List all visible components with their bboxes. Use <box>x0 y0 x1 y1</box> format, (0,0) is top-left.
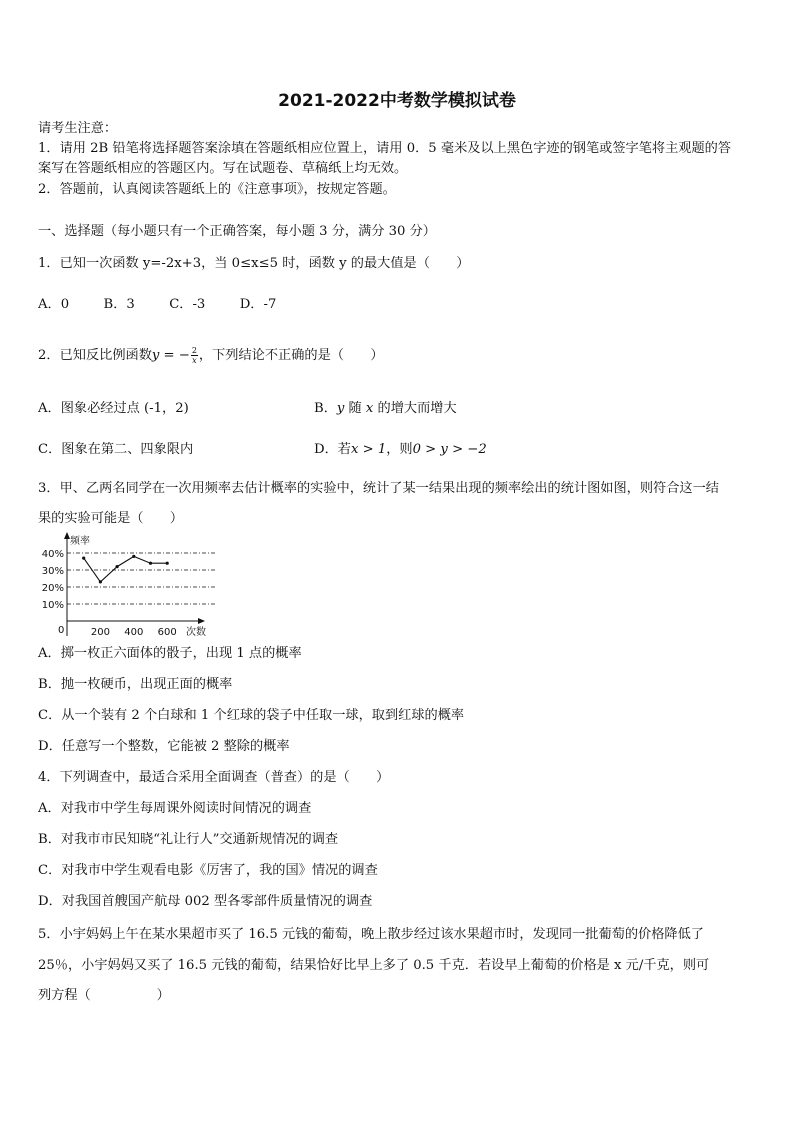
question-1-option-b: B．3 <box>103 297 135 312</box>
notice-heading: 请考生注意： <box>38 121 118 136</box>
option-d-label: D．若 <box>314 442 351 457</box>
x-axis-arrow <box>198 618 205 624</box>
data-point-3 <box>132 555 135 558</box>
frequency-series-line <box>84 556 168 582</box>
question-4-option-b: B．对我市市民知晓“礼让行人”交通新规情况的调查 <box>38 832 339 847</box>
x-tick-label-0: 200 <box>90 627 110 638</box>
question-1-option-c: C．-3 <box>169 297 206 312</box>
option-b-var-y: y <box>336 401 345 416</box>
frequency-series-points <box>82 555 169 584</box>
option-b-text-2: 的增大而增大 <box>373 401 457 416</box>
y-tick-labels <box>42 549 64 611</box>
notice-item-1-line-2: 案写在答题纸相应的答题区内。写在试题卷、草稿纸上均无效。 <box>38 161 408 176</box>
chart-grid <box>67 553 217 604</box>
origin-label: 0 <box>58 625 65 636</box>
option-b-var-x: x <box>365 401 374 416</box>
question-4-stem: 4．下列调查中，最适合采用全面调查（普查）的是（ ） <box>38 770 390 785</box>
option-d-cond: > 1 <box>358 442 387 457</box>
question-1-options <box>38 296 276 314</box>
question-5-line-2: 25％，小宇妈妈又买了 16.5 元钱的葡萄，结果恰好比早上多了 0.5 千克．若设早上葡萄的价格是 x 元/千克，则可 <box>38 958 710 973</box>
data-point-4 <box>149 562 152 565</box>
data-point-5 <box>166 562 169 565</box>
option-d-result-2: > −2 <box>447 442 487 457</box>
data-point-2 <box>116 565 119 568</box>
data-point-1 <box>99 580 102 583</box>
question-2-stem <box>38 346 384 365</box>
question-5-line-3: 列方程（ ） <box>38 988 170 1003</box>
question-4-option-c: C．对我市中学生观看电影《厉害了，我的国》情况的调查 <box>38 863 378 878</box>
question-3-stem-line-1: 3．甲、乙两名同学在一次用频率去估计概率的实验中，统计了某一结果出现的频率绘出的统计图如图，则符合这一结 <box>38 481 719 496</box>
question-2-fraction <box>191 346 198 365</box>
question-3-stem-line-2: 果的实验可能是（ ） <box>38 511 184 526</box>
question-2-option-a: A．图象必经过点 (-1，2) <box>38 401 189 416</box>
fraction-denominator: 𝑥 <box>192 356 197 365</box>
notice-item-1-line-1: 1．请用 2B 铅笔将选择题答案涂填在答题纸相应位置上，请用 0．5 毫米及以上黑色字迹的钢笔或签字笔将主观题的答 <box>38 141 732 156</box>
question-1-option-d: D．-7 <box>239 297 277 312</box>
question-2-option-c: C．图象在第二、四象限内 <box>38 442 194 457</box>
option-d-var-x: 𝑥 <box>350 442 359 457</box>
question-4-option-d: D．对我国首艘国产航母 002 型各零部件质量情况的调查 <box>38 894 373 909</box>
x-axis-label: 次数 <box>186 627 206 638</box>
question-3-option-d: D．任意写一个整数，它能被 2 整除的概率 <box>38 739 290 754</box>
data-point-0 <box>82 557 85 560</box>
y-tick-label-1: 20% <box>41 583 64 594</box>
option-d-then: ，则 <box>386 442 413 457</box>
question-5-line-1: 5．小宇妈妈上午在某水果超市买了 16.5 元钱的葡萄，晚上散步经过该水果超市时，发现同一批葡萄的价格降低了 <box>38 927 704 942</box>
y-tick-label-3: 40% <box>41 549 64 560</box>
question-3-option-c: C．从一个装有 2 个白球和 1 个红球的袋子中任取一球，取到红球的概率 <box>38 708 465 723</box>
y-tick-label-2: 30% <box>41 566 64 577</box>
question-1-stem: 1．已知一次函数 y=-2x+3，当 0≤x≤5 时，函数 y 的最大值是（ ） <box>38 256 470 271</box>
option-b-text-1: 随 <box>344 401 366 416</box>
x-tick-label-1: 400 <box>124 627 144 638</box>
question-2-stem-text: 2．已知反比例函数 <box>38 348 152 363</box>
question-2-option-d <box>314 441 487 459</box>
question-3-option-b: B．抛一枚硬币，出现正面的概率 <box>38 677 233 692</box>
question-4-option-a: A．对我市中学生每周课外阅读时间情况的调查 <box>38 801 312 816</box>
option-d-var-y: 𝑦 <box>440 442 448 457</box>
question-2-stem-tail: ，下列结论不正确的是（ ） <box>198 348 384 363</box>
section-heading-choice: 一、选择题（每小题只有一个正确答案，每小题 3 分，满分 30 分） <box>38 224 436 239</box>
notice-item-2: 2．答题前，认真阅读答题纸上的《注意事项》，按规定答题。 <box>38 182 396 197</box>
x-tick-label-2: 600 <box>157 627 177 638</box>
fraction-numerator: 2 <box>191 346 197 355</box>
question-3-option-a: A．掷一枚正六面体的骰子，出现 1 点的概率 <box>38 646 302 661</box>
y-tick-label-0: 10% <box>41 600 64 611</box>
option-b-label: B． <box>314 401 337 416</box>
question-1-option-a: A．0 <box>38 297 70 312</box>
question-2-option-b <box>314 400 457 418</box>
question-2-eq: = − <box>159 348 190 363</box>
page-title: 2021-2022中考数学模拟试卷 <box>278 91 516 111</box>
x-tick-labels <box>91 627 177 638</box>
question-2-var-y: 𝑦 <box>151 348 160 363</box>
y-axis-label: 频率 <box>70 536 90 547</box>
option-d-result-1: 0 > <box>412 442 441 457</box>
frequency-chart <box>34 530 219 642</box>
